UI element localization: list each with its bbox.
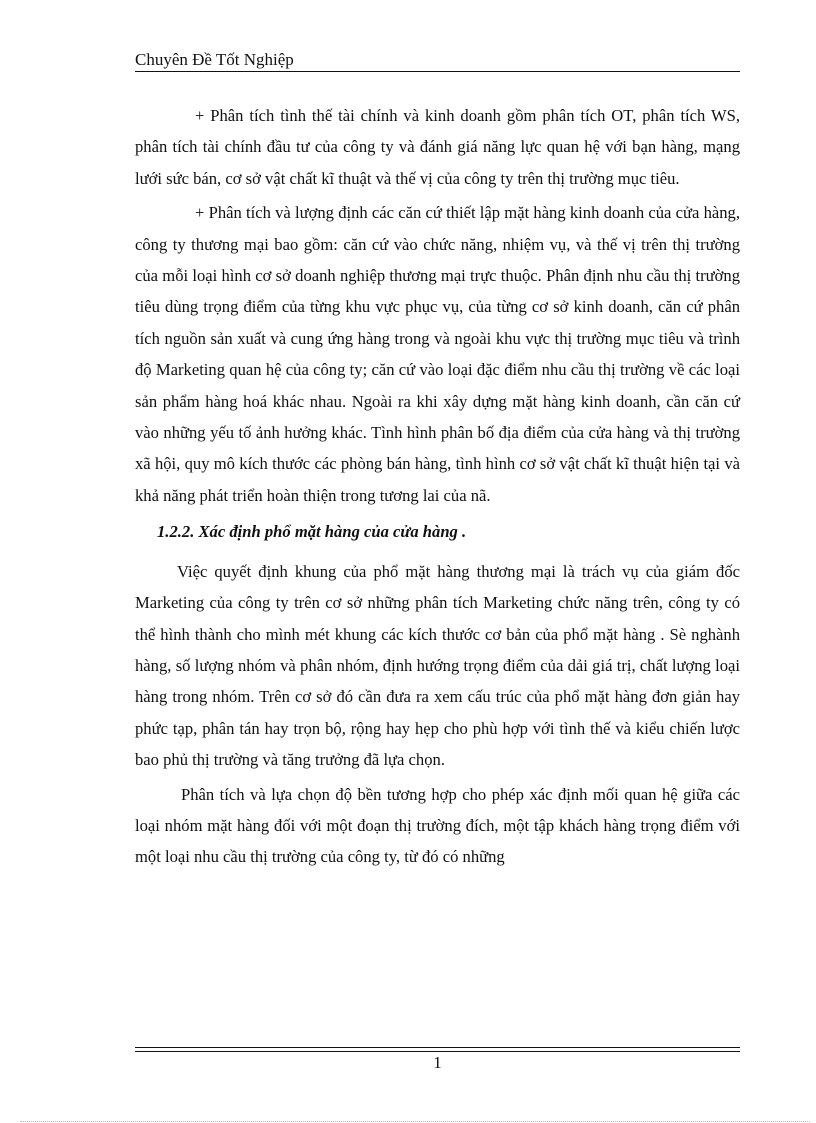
document-body	[135, 100, 740, 876]
page-number: 1	[433, 1053, 442, 1072]
header-divider	[135, 71, 740, 72]
footer-divider-thin	[135, 1051, 740, 1052]
paragraph-financial-analysis: + Phân tích tình thế tài chính và kinh doanh gồm phân tích OT, phân tích WS, phân tích tài chính đầu tư của công ty và đánh giá năng lực quan hệ với bạn hàng, mạng lưới sức bán, cơ sở vật chất kĩ thuật và thế vị của công ty trên thị trường mục tiêu.	[135, 106, 740, 188]
section-heading: 1.2.2. Xác định phổ mặt hàng của cửa hàng .	[157, 522, 467, 542]
paragraph-assortment-decision: Việc quyết định khung của phổ mặt hàng thương mại là trách vụ của giám đốc Marketing của công ty trên cơ sở những phân tích Marketing chức năng trên, công ty có thể hình thành cho mình mét khung các kích thước cơ bản của phổ mặt hàng . Sè nghành hàng, số lượng nhóm và phân nhóm, định hướng trọng điểm của dải giá trị, chất lượng loại hàng trong nhóm. Trên cơ sở đó cần đưa ra xem cấu trúc của phổ mặt hàng đơn giản hay phức tạp, phân tán hay trọn bộ, rộng hay hẹp cho phù hợp với tình thế và kiểu chiến lược bao phủ thị trường và tăng trưởng đã lựa chọn.	[135, 561, 740, 770]
page-edge-divider	[20, 1121, 810, 1122]
paragraph-assortment-basis: + Phân tích và lượng định các căn cứ thiết lập mặt hàng kinh doanh của cửa hàng, công ty thương mại bao gồm: căn cứ vào chức năng, nhiệm vụ, và thế vị trên thị trường của mỗi loại hình cơ sở doanh nghiệp thương mại trực thuộc. Phân định nhu cầu thị trường tiêu dùng trọng điểm của từng khu vực phục vụ, của từng cơ sở kinh doanh, căn cứ phân tích nguồn sản xuất và cung ứng hàng trong và ngoài khu vực thị trường mục tiêu và trình độ Marketing quan hệ của công ty; căn cứ vào loại đặc điểm nhu cầu thị trường về các loại sản phẩm hàng hoá khác nhau. Ngoài ra khi xây dựng mặt hàng kinh doanh, cần căn cứ vào những yếu tố ảnh hưởng khác. Tình hình phân bố địa điểm của cửa hàng và thị trường xã hội, quy mô kích thước các phòng bán hàng, tình hình cơ sở vật chất kĩ thuật hiện tại và khả năng phát triển hoàn thiện trong tương lai của nã.	[135, 203, 740, 505]
footer-divider-thick	[135, 1047, 740, 1048]
page-header-title: Chuyên Đề Tốt Nghiệp	[135, 50, 294, 69]
paragraph-compatibility-analysis: Phân tích và lựa chọn độ bền tương hợp cho phép xác định mối quan hệ giữa các loại nhóm mặt hàng đối với một đoạn thị trường đích, một tập khách hàng trọng điểm với một loại nhu cầu thị trường của công ty, từ đó có những	[135, 784, 740, 867]
